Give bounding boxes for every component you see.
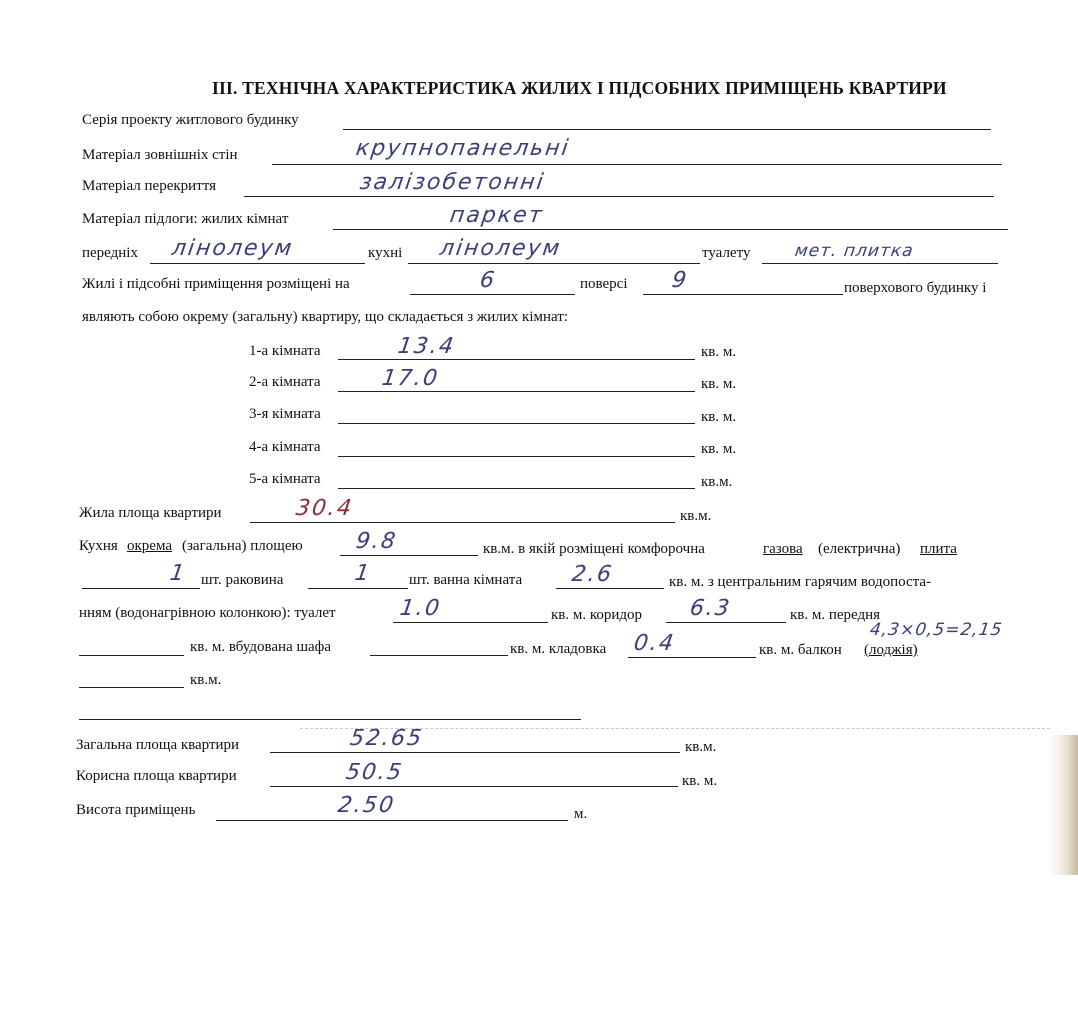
value-living-area: 30.4	[294, 496, 355, 521]
unit-room-5: кв.м.	[701, 474, 733, 490]
field-line-total-area[interactable]	[270, 752, 680, 753]
label-kitchen-separate: окрема	[127, 538, 172, 554]
field-line-sink[interactable]	[82, 588, 200, 589]
label-wardrobe: кв. м. вбудована шафа	[190, 639, 332, 655]
value-hall-calculation: 4,3×0,5=2,15	[868, 620, 1004, 640]
field-line-room-3[interactable]	[338, 423, 695, 424]
label-project-series: Серія проекту житлового будинку	[82, 112, 299, 128]
label-gas-stove: газова	[763, 541, 803, 557]
label-hot-water: кв. м. з центральним гарячим водопоста-	[669, 574, 932, 590]
label-located: Жилі і підсобні приміщення розміщені на	[82, 276, 350, 292]
field-line-balcony[interactable]	[79, 687, 184, 688]
value-bath-count: 1	[353, 561, 373, 586]
field-line-wardrobe[interactable]	[370, 655, 508, 656]
value-room-2: 17.0	[380, 366, 441, 391]
value-floor-number: 6	[478, 268, 498, 293]
field-line-wall[interactable]	[272, 164, 1002, 165]
label-room-1: 1-а кімната	[249, 343, 321, 359]
label-room-5: 5-а кімната	[249, 471, 321, 487]
label-living-area: Жила площа квартири	[79, 505, 222, 521]
field-line-corridor[interactable]	[666, 622, 786, 623]
label-stove: плита	[920, 541, 957, 557]
value-useful-area: 50.5	[344, 760, 405, 785]
value-sink: 1	[168, 561, 188, 586]
value-total-area: 52.65	[348, 726, 425, 751]
label-corridor: кв. м. коридор	[551, 607, 643, 623]
label-useful-area: Корисна площа квартири	[76, 768, 237, 784]
label-kitchen-stove: кв.м. в якій розміщені комфорочна	[483, 541, 705, 557]
value-height: 2.50	[336, 793, 397, 818]
field-line-room-2[interactable]	[338, 391, 695, 392]
field-line-kitchen[interactable]	[408, 263, 700, 264]
value-toilet-area: 1.0	[398, 596, 443, 621]
unit-room-4: кв. м.	[701, 441, 737, 457]
field-line-useful-area[interactable]	[270, 786, 678, 787]
field-line-pantry[interactable]	[628, 657, 756, 658]
label-water-heater: нням (водонагрівною колонкою): туалет	[79, 605, 336, 621]
value-room-1: 13.4	[396, 334, 457, 359]
field-line-floor[interactable]	[333, 229, 1008, 230]
unit-room-2: кв. м.	[701, 376, 737, 392]
label-pantry: кв. м. кладовка	[510, 641, 607, 657]
field-line-toilet[interactable]	[762, 263, 998, 264]
label-kitchen-area: (загальна) площею	[182, 538, 303, 554]
separator-line	[79, 719, 581, 720]
label-room-2: 2-а кімната	[249, 374, 321, 390]
field-line-hall-area[interactable]	[79, 655, 184, 656]
value-storeys: 9	[670, 268, 690, 293]
value-toilet-floor: мет. плитка	[793, 241, 916, 261]
label-building: поверхового будинку і	[844, 280, 987, 296]
field-line-storeys[interactable]	[643, 294, 843, 295]
field-line-floor-number[interactable]	[410, 294, 575, 295]
unit-balcony: кв.м.	[190, 672, 222, 688]
document-title: ІІІ. ТЕХНІЧНА ХАРАКТЕРИСТИКА ЖИЛИХ І ПІДСОБНИХ ПРИМІЩЕНЬ КВАРТИРИ	[212, 78, 947, 98]
label-kitchen-a: Кухня	[79, 538, 118, 554]
field-line-kitchen-area[interactable]	[340, 555, 478, 556]
value-bath-area: 2.6	[570, 562, 615, 587]
field-line-room-5[interactable]	[338, 488, 695, 489]
label-pcs-bath: шт. ванна кімната	[409, 572, 523, 588]
field-line-bath-count[interactable]	[308, 588, 408, 589]
value-pantry: 0.4	[632, 631, 677, 656]
label-hall: передніх	[82, 245, 138, 261]
label-electric-stove: (електрична)	[818, 541, 901, 557]
field-line-height[interactable]	[216, 820, 568, 821]
field-line-toilet-area[interactable]	[393, 622, 548, 623]
label-balcony: кв. м. балкон	[759, 642, 842, 658]
label-toilet-floor: туалету	[702, 245, 751, 261]
label-wall-material: Матеріал зовнішніх стін	[82, 147, 238, 163]
unit-height: м.	[574, 806, 588, 822]
value-kitchen-floor: лінолеум	[438, 236, 563, 261]
label-apartment: являють собою окрему (загальну) квартиру, що складається з жилих кімнат:	[82, 309, 569, 325]
label-pcs-sink: шт. раковина	[201, 572, 284, 588]
unit-living-area: кв.м.	[680, 508, 712, 524]
label-room-4: 4-а кімната	[249, 439, 321, 455]
label-hall-area: кв. м. передня	[790, 607, 881, 623]
paper-edge-shadow	[1048, 735, 1078, 875]
field-line-bath-area[interactable]	[556, 588, 664, 589]
value-corridor: 6.3	[688, 596, 733, 621]
field-line-ceiling[interactable]	[244, 196, 994, 197]
label-kitchen-floor: кухні	[368, 245, 403, 261]
field-line-room-4[interactable]	[338, 456, 695, 457]
field-line-room-1[interactable]	[338, 359, 695, 360]
label-total-area: Загальна площа квартири	[76, 737, 240, 753]
label-loggia: (лоджія)	[864, 642, 918, 658]
unit-room-1: кв. м.	[701, 344, 737, 360]
value-hall-floor: лінолеум	[170, 236, 295, 261]
unit-room-3: кв. м.	[701, 409, 737, 425]
label-ceiling-material: Матеріал перекриття	[82, 178, 216, 194]
label-room-3: 3-я кімната	[249, 406, 321, 422]
value-floor-material: паркет	[448, 203, 546, 228]
unit-useful-area: кв. м.	[682, 773, 718, 789]
field-line-hall[interactable]	[150, 263, 365, 264]
label-floor-word: поверсі	[580, 276, 628, 292]
value-ceiling-material: залізобетонні	[358, 170, 547, 195]
label-height: Висота приміщень	[76, 802, 196, 818]
label-floor-material: Матеріал підлоги: жилих кімнат	[82, 211, 289, 227]
value-wall-material: крупнопанельні	[354, 136, 572, 161]
unit-total-area: кв.м.	[685, 739, 717, 755]
field-line-living-area[interactable]	[250, 522, 675, 523]
field-line-series[interactable]	[343, 129, 991, 130]
value-kitchen-area: 9.8	[354, 529, 399, 554]
